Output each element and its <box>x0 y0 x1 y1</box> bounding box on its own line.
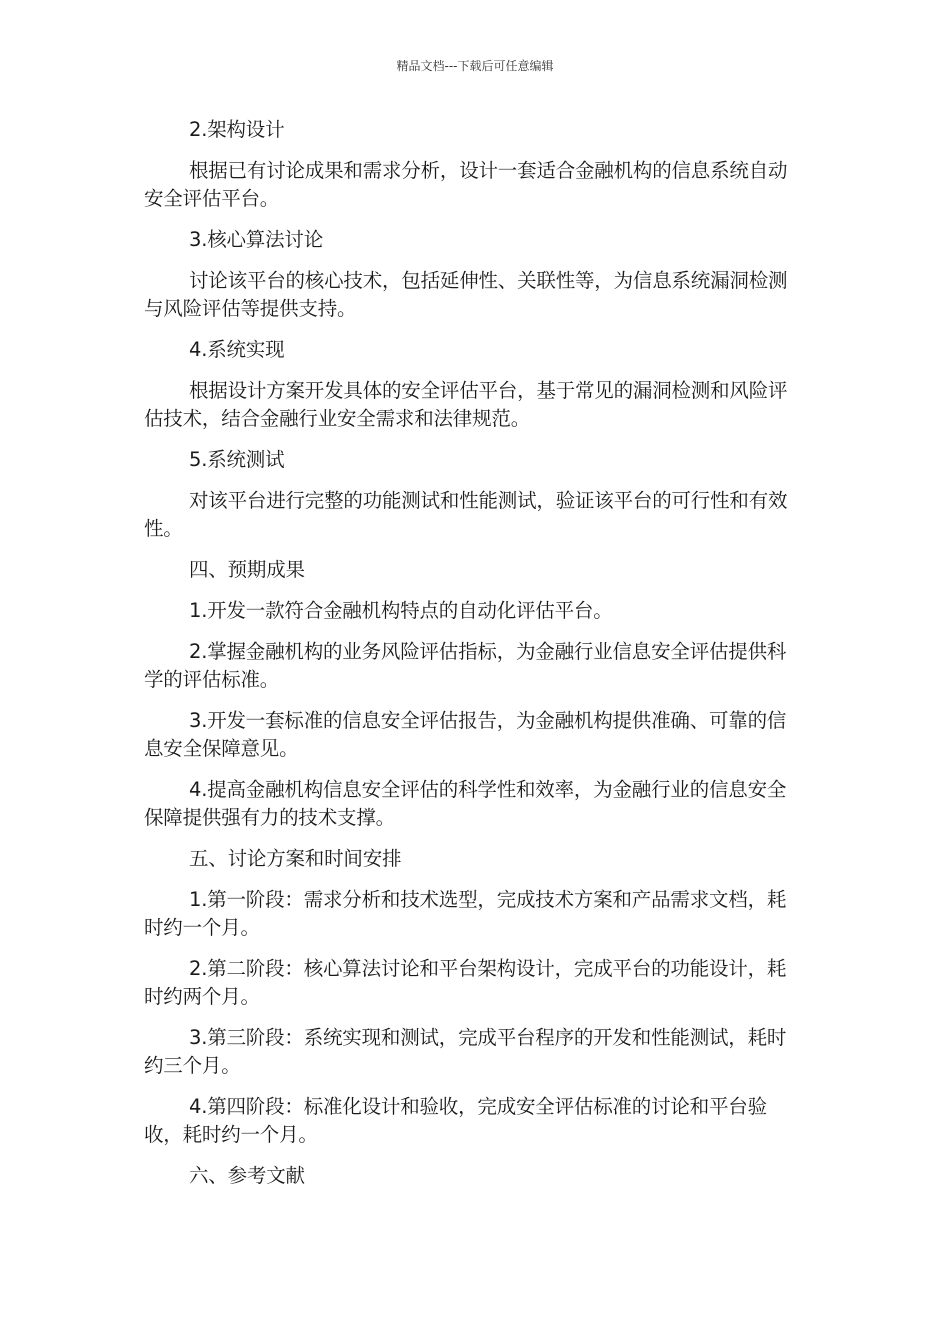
section-heading-implementation: 4.系统实现 <box>189 338 285 361</box>
section-heading-schedule: 五、讨论方案和时间安排 <box>189 847 402 870</box>
page-header: 精品文档---下载后可任意编辑 <box>396 59 554 73</box>
list-item-phase-2: 2.第二阶段：核心算法讨论和平台架构设计，完成平台的功能设计，耗时约两个月。 <box>144 957 787 1008</box>
section-heading-core-algorithm: 3.核心算法讨论 <box>189 228 324 251</box>
paragraph-testing: 对该平台进行完整的功能测试和性能测试，验证该平台的可行性和有效性。 <box>144 489 788 540</box>
list-item-result-4: 4.提高金融机构信息安全评估的科学性和效率，为金融行业的信息安全保障提供强有力的技术支撑。 <box>144 778 787 829</box>
list-item-result-1: 1.开发一款符合金融机构特点的自动化评估平台。 <box>189 599 613 622</box>
list-item-phase-4: 4.第四阶段：标准化设计和验收，完成安全评估标准的讨论和平台验收，耗时约一个月。 <box>144 1095 767 1146</box>
section-heading-architecture: 2.架构设计 <box>189 118 285 141</box>
section-heading-expected-results: 四、预期成果 <box>189 558 305 581</box>
section-heading-testing: 5.系统测试 <box>189 448 285 471</box>
list-item-phase-1: 1.第一阶段：需求分析和技术选型，完成技术方案和产品需求文档，耗时约一个月。 <box>144 888 787 939</box>
list-item-result-2: 2.掌握金融机构的业务风险评估指标，为金融行业信息安全评估提供科学的评估标准。 <box>144 640 787 691</box>
document-body <box>144 116 794 1203</box>
list-item-result-3: 3.开发一套标准的信息安全评估报告，为金融机构提供准确、可靠的信息安全保障意见。 <box>144 709 787 760</box>
section-heading-references: 六、参考文献 <box>189 1164 305 1187</box>
list-item-phase-3: 3.第三阶段：系统实现和测试，完成平台程序的开发和性能测试，耗时约三个月。 <box>144 1026 787 1077</box>
paragraph-implementation: 根据设计方案开发具体的安全评估平台，基于常见的漏洞检测和风险评估技术，结合金融行业安全需求和法律规范。 <box>144 379 788 430</box>
paragraph-core-algorithm: 讨论该平台的核心技术，包括延伸性、关联性等，为信息系统漏洞检测与风险评估等提供支持。 <box>144 269 788 320</box>
paragraph-architecture: 根据已有讨论成果和需求分析，设计一套适合金融机构的信息系统自动安全评估平台。 <box>144 159 788 210</box>
